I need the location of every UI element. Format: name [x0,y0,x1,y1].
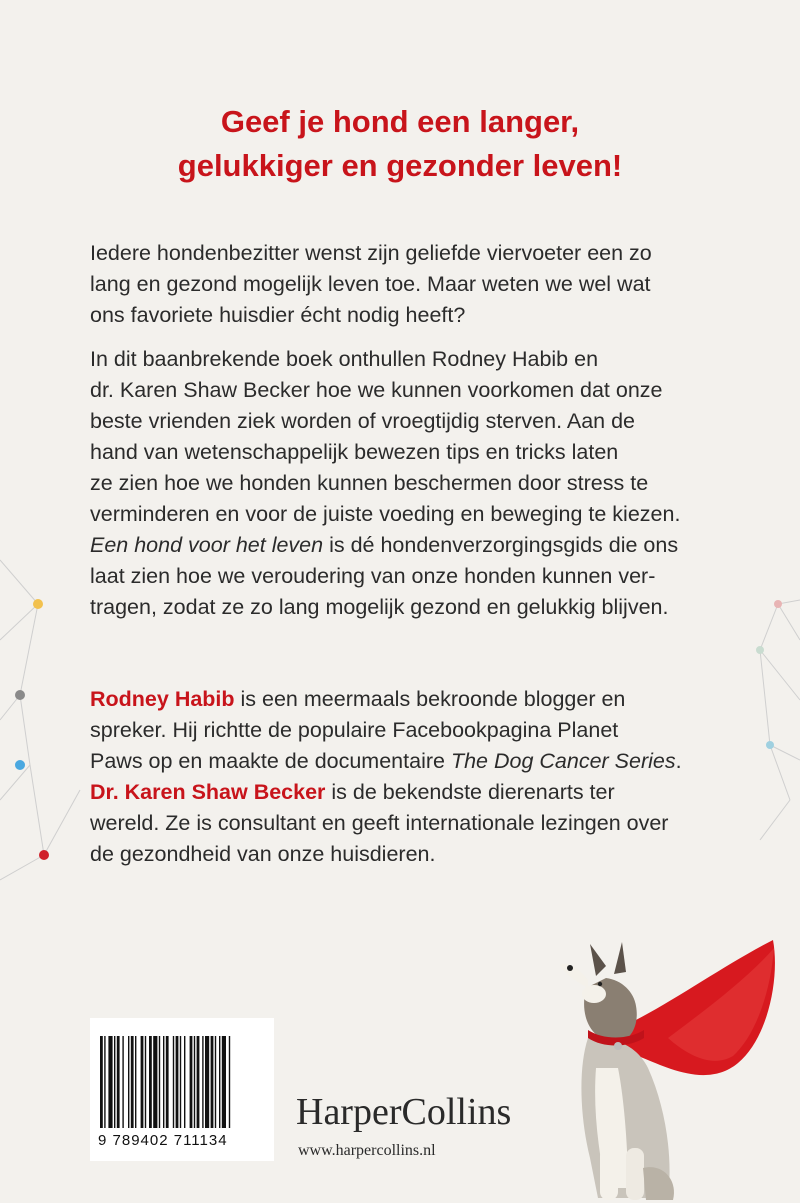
barcode-bar [194,1036,195,1128]
barcode-bar [145,1036,146,1128]
text-line: Iedere hondenbezitter wenst zijn geliefde viervoeter een zo [90,241,652,265]
text-span: . [675,749,682,773]
barcode-bar [141,1036,144,1128]
text-line [90,746,730,777]
text-line: ons favoriete huisdier écht nodig heeft? [90,303,466,327]
barcode [90,1018,274,1161]
dog-with-cape-image [548,918,800,1203]
text-line: spreker. Hij richtte de populaire Facebookpagina Planet [90,718,619,742]
barcode-bar [176,1036,179,1128]
barcode-bar [205,1036,209,1128]
publisher-logo: HarperCollins [296,1091,512,1133]
documentary-title: The Dog Cancer Series [450,749,676,773]
description-paragraph [90,344,730,530]
text-span: Paws op en maakte de documentaire [90,749,451,773]
barcode-bar [117,1036,120,1128]
publisher-website: www.harpercollins.nl [298,1142,436,1159]
barcode-bar [114,1036,115,1128]
text-line: beste vrienden ziek worden of vroegtijdig sterven. Aan de [90,409,635,433]
author-bio [90,684,730,870]
barcode-bar [104,1036,105,1128]
barcode-bar [190,1036,193,1128]
text-line [90,777,730,808]
barcode-bar [222,1036,226,1128]
text-line: ze zien hoe we honden kunnen beschermen door stress te [90,471,649,495]
text-line: tragen, zodat ze zo lang mogelijk gezond en gelukkig blijven. [90,595,669,619]
barcode-bar [159,1036,160,1128]
headline-line-2: gelukkiger en gezonder leven! [177,148,623,183]
barcode-bar [202,1036,203,1128]
barcode-bar [184,1036,185,1128]
barcode-bar [197,1036,200,1128]
intro-paragraph [90,238,730,331]
text-span: is dé hondenverzorgingsgids die ons [323,533,679,557]
barcode-bar [149,1036,152,1128]
text-line: laat zien hoe we veroudering van onze honden kunnen ver- [90,564,656,588]
text-line: de gezondheid van onze huisdieren. [90,842,436,866]
headline [0,100,800,188]
barcode-bar [180,1036,181,1128]
barcode-bar [229,1036,230,1128]
barcode-bar [163,1036,164,1128]
barcode-bar [211,1036,214,1128]
barcode-bar [153,1036,157,1128]
barcode-bar [135,1036,136,1128]
text-line: wereld. Ze is consultant en geeft internationale lezingen over [90,811,669,835]
text-line: verminderen en voor de juiste voeding en beweging te kiezen. [90,502,681,526]
book-title: Een hond voor het leven [90,533,324,557]
barcode-bars [98,1036,266,1130]
text-line [90,684,730,715]
headline-line-1: Geef je hond een langer, [220,104,580,139]
summary-paragraph [90,530,730,623]
text-span: is een meermaals bekroonde blogger en [234,687,626,711]
barcode-bar [100,1036,103,1128]
text-line: lang en gezond mogelijk leven toe. Maar weten we wel wat [90,272,651,296]
barcode-bar [173,1036,174,1128]
text-line [90,530,730,561]
text-span: is de bekendste dierenarts ter [325,780,615,804]
barcode-bar [131,1036,134,1128]
text-line: In dit baanbrekende boek onthullen Rodney Habib en [90,347,599,371]
isbn-number: 9 789402 711134 [98,1132,228,1149]
barcode-bar [166,1036,169,1128]
barcode-bar [215,1036,216,1128]
author-name-1: Rodney Habib [90,687,235,711]
barcode-bar [219,1036,220,1128]
text-line: dr. Karen Shaw Becker hoe we kunnen voorkomen dat onze [90,378,663,402]
text-line: hand van wetenschappelijk bewezen tips en tricks laten [90,440,619,464]
barcode-bar [108,1036,112,1128]
barcode-bar [122,1036,123,1128]
author-name-2: Dr. Karen Shaw Becker [90,780,326,804]
barcode-bar [128,1036,129,1128]
